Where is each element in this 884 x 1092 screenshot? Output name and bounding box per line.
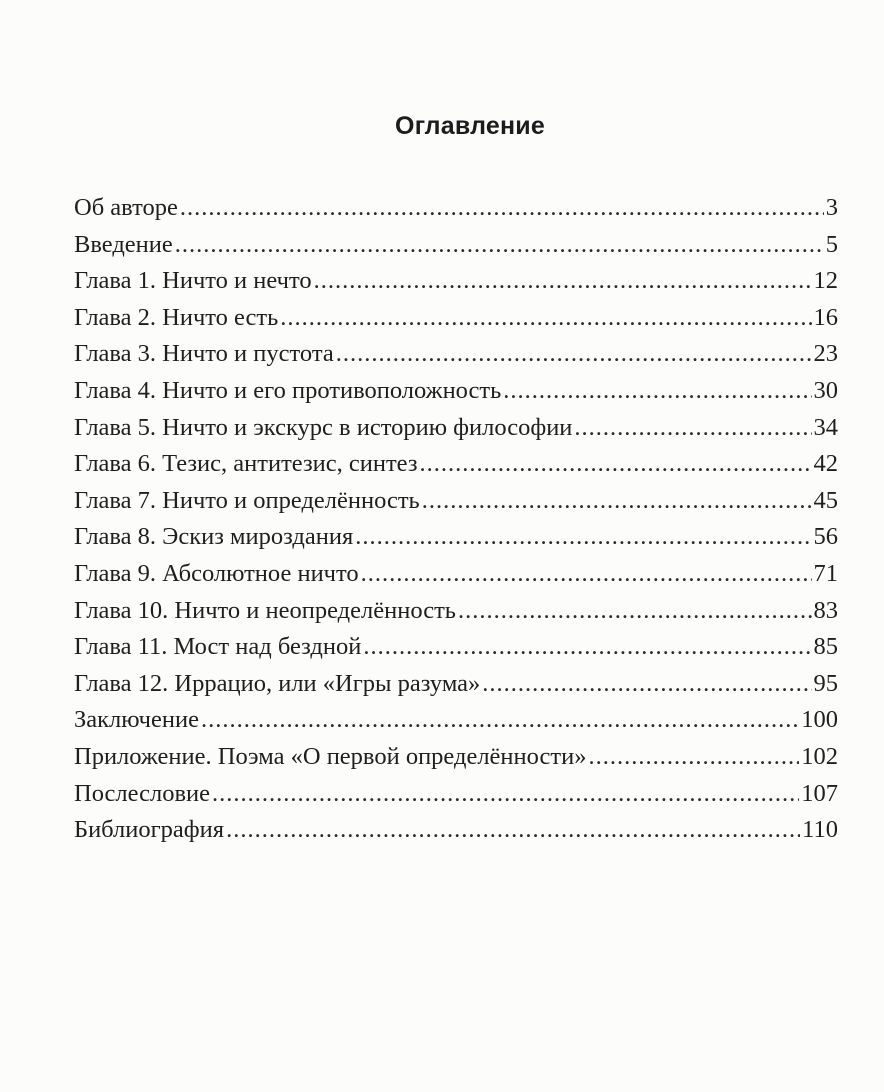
toc-leader-dots: [420, 446, 812, 483]
toc-entry: [74, 300, 838, 337]
toc-entry-page: 85: [813, 633, 838, 661]
toc-entry-page: 23: [813, 340, 838, 368]
toc-entry-label: Послесловие: [74, 779, 211, 807]
toc-leader-dots: [458, 593, 812, 630]
toc-entry: [74, 190, 838, 227]
toc-entry-label: Глава 3. Ничто и пустота: [74, 340, 334, 368]
toc-entry: [74, 812, 838, 849]
toc-entry-label: Глава 6. Тезис, антитезис, синтез: [74, 450, 418, 478]
toc-entry: [74, 556, 838, 593]
toc-leader-dots: [180, 190, 824, 227]
toc-entry: [74, 336, 838, 373]
toc-entry-page: 34: [813, 413, 838, 441]
toc-entry-label: Глава 2. Ничто есть: [74, 303, 279, 331]
toc-leader-dots: [482, 666, 811, 703]
toc-entry-label: Глава 5. Ничто и экскурс в историю философии: [74, 413, 573, 441]
toc-entry-label: Глава 12. Иррацио, или «Игры разума»: [74, 669, 481, 697]
toc-entry: [74, 666, 838, 703]
toc-entry-label: Глава 10. Ничто и неопределённость: [74, 596, 456, 624]
toc-entry-page: 110: [802, 816, 838, 844]
toc-entry-page: 12: [813, 267, 838, 295]
toc-entry-label: Об авторе: [74, 194, 178, 221]
page-title: Оглавление: [395, 112, 545, 140]
toc-entry: [74, 373, 838, 410]
toc-entry: [74, 593, 838, 630]
toc-entry-page: 5: [825, 230, 838, 258]
toc-leader-dots: [355, 519, 811, 556]
toc-entry-label: Заключение: [74, 706, 199, 734]
toc-leader-dots: [363, 629, 811, 666]
toc-entry-page: 42: [813, 450, 838, 478]
toc-leader-dots: [175, 227, 824, 264]
toc-entry-page: 100: [801, 706, 838, 734]
toc-leader-dots: [588, 739, 799, 776]
toc-leader-dots: [422, 483, 812, 520]
toc-entry-page: 95: [813, 669, 838, 697]
toc-entry: [74, 702, 838, 739]
toc-entry-page: 83: [813, 596, 838, 624]
toc-entry: [74, 739, 838, 776]
toc-entry: [74, 483, 838, 520]
toc-entry-label: Библиография: [74, 816, 225, 844]
toc-entry-page: 71: [813, 559, 838, 587]
toc-leader-dots: [226, 812, 800, 849]
toc-entry: [74, 263, 838, 300]
toc-leader-dots: [361, 556, 812, 593]
toc-entry: [74, 629, 838, 666]
toc-entry-label: Глава 11. Мост над бездной: [74, 633, 362, 661]
toc-leader-dots: [503, 373, 811, 410]
toc-leader-dots: [201, 702, 799, 739]
toc-entry: [74, 410, 838, 447]
toc-leader-dots: [336, 336, 812, 373]
toc-entry-page: 45: [813, 486, 838, 514]
toc-entry-label: Глава 9. Абсолютное ничто: [74, 559, 359, 587]
toc-entry: [74, 519, 838, 556]
toc-leader-dots: [212, 776, 799, 813]
toc-entry-label: Введение: [74, 230, 173, 258]
toc-entry-page: 56: [813, 523, 838, 551]
toc-entry-page: 30: [813, 376, 838, 404]
toc-entry-label: Глава 8. Эскиз мироздания: [74, 523, 354, 551]
toc-entry: [74, 446, 838, 483]
toc-entry-label: Глава 7. Ничто и определённость: [74, 486, 420, 514]
toc-entry: [74, 227, 838, 264]
toc-entry-label: Глава 1. Ничто и нечто: [74, 267, 312, 295]
table-of-contents: [74, 190, 838, 849]
toc-leader-dots: [280, 300, 811, 337]
toc-entry-page: 16: [813, 303, 838, 331]
toc-entry-label: Приложение. Поэма «О первой определённости»: [74, 742, 587, 770]
toc-entry-page: 107: [801, 779, 838, 807]
toc-entry-label: Глава 4. Ничто и его противоположность: [74, 376, 502, 404]
toc-entry-page: 102: [801, 742, 838, 770]
toc-entry-page: 3: [825, 194, 838, 221]
toc-leader-dots: [314, 263, 812, 300]
toc-entry: [74, 776, 838, 813]
toc-leader-dots: [574, 410, 811, 447]
